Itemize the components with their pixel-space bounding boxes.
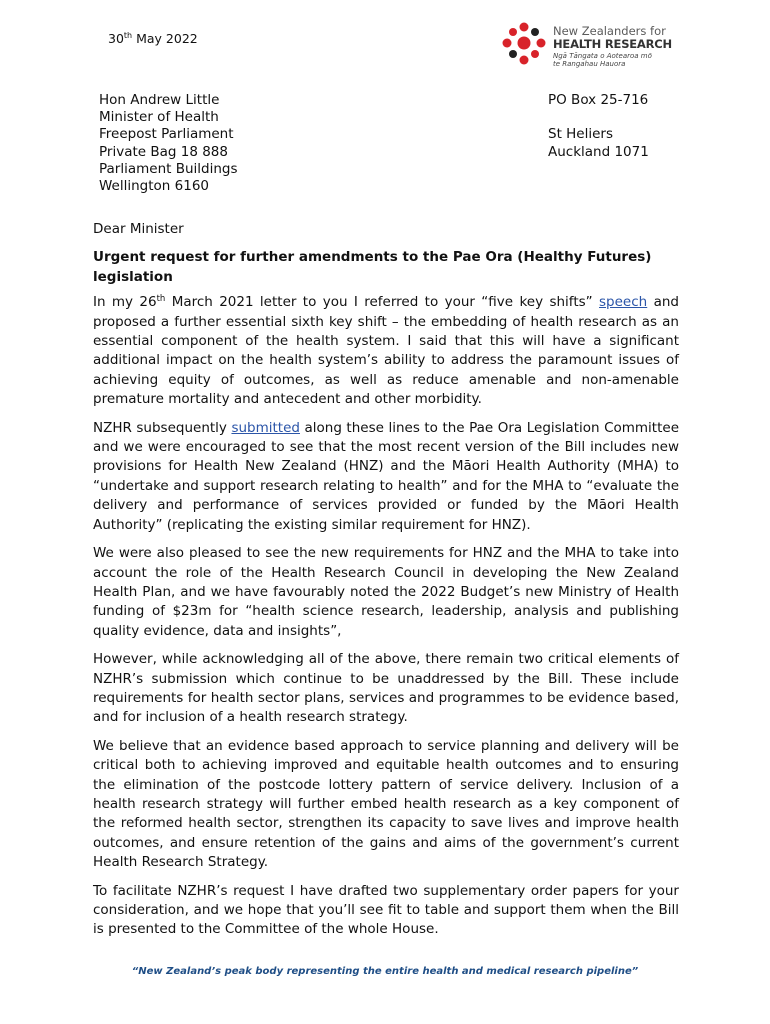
letter-date: [108, 31, 198, 46]
sender-line: St Heliers: [548, 126, 614, 143]
logo-line-2: HEALTH RESEARCH: [553, 37, 672, 51]
p2-text-b: along these lines to the Pae Ora Legislation Committee and we were encouraged to see that the most recent version of the Bill includes new provisions for Health New Zealand (HNZ) and the Māori Health Authority (MHA) to “undertake and support research relating to health” and for the MHA to “evaluate the delivery and performance of services provided or funded by the Māori Health Authority” (replicating the existing similar requirement for HNZ).: [93, 419, 680, 533]
paragraph-6: To facilitate NZHR’s request I have drafted two supplementary order papers for your consideration, and we hope that you’ll see fit to table and support them when the Bill is presented to the Committee of the whole House.: [93, 882, 679, 938]
sender-line: [548, 109, 649, 126]
nzhr-logo-icon: [500, 22, 548, 66]
logo-maori-text: [553, 52, 652, 68]
date-day: 30: [108, 31, 124, 46]
p1-text-c: and proposed a further essential sixth key shift – the embedding of health research as an essential component of the health system. I said that this will have a significant additional impact on the health system’s ability to address the paramount issues of achieving equity of outcomes, as well as reduce amenable and non-amenable premature mortality and antecedent and other morbidity.: [93, 294, 679, 408]
recipient-line: Hon Andrew Little: [99, 92, 220, 108]
recipient-line: Minister of Health: [99, 109, 219, 126]
logo-line-3: Ngā Tāngata o Aotearoa mō: [553, 52, 652, 60]
p1-text-b: March 2021 letter to you I referred to your “five key shifts”: [165, 294, 600, 311]
subject-heading: Urgent request for further amendments to the Pae Ora (Healthy Futures) legislation: [93, 249, 652, 285]
paragraph-5: We believe that an evidence based approach to service planning and delivery will be critical both to achieving improved and equitable health outcomes and to ensuring the elimination of the postcode lottery pattern of service delivery. Inclusion of a health research strategy will further embed health research as a key component of the reformed health sector, strengthen its capacity to save lives and improve health outcomes, and ensure retention of the gains and aims of the government’s current Health Research Strategy.: [93, 737, 679, 871]
recipient-line: Private Bag 18 888: [99, 143, 228, 160]
nzhr-logo: [500, 22, 670, 68]
sender-line: PO Box 25-716: [548, 92, 649, 108]
letter-body: [93, 220, 679, 949]
p1-text-a: In my 26: [93, 294, 157, 311]
paragraph-2: [93, 419, 679, 535]
date-ordinal: th: [123, 31, 133, 40]
sender-line: Auckland 1071: [548, 143, 649, 160]
p1-ordinal: th: [156, 294, 166, 305]
recipient-line: Wellington 6160: [99, 177, 209, 194]
date-rest: May 2022: [132, 31, 198, 46]
salutation: Dear Minister: [93, 221, 184, 237]
logo-line-1: New Zealanders for: [553, 24, 666, 38]
logo-line-4: te Rangahau Hauora: [553, 60, 626, 68]
speech-link[interactable]: speech: [599, 294, 648, 311]
paragraph-1: [93, 293, 679, 409]
recipient-address: [99, 92, 238, 195]
recipient-line: Freepost Parliament: [99, 126, 234, 143]
p2-text-a: NZHR subsequently: [93, 419, 232, 436]
submitted-link[interactable]: submitted: [231, 419, 300, 436]
recipient-line: Parliament Buildings: [99, 160, 238, 177]
footer-tagline: “New Zealand’s peak body representing the entire health and medical research pipeline”: [131, 966, 639, 977]
paragraph-4: However, while acknowledging all of the above, there remain two critical elements of NZHR’s submission which continue to be unaddressed by the Bill. These include requirements for health sector plans, services and programmes to be evidence based, and for inclusion of a health research strategy.: [93, 651, 679, 726]
paragraph-3: We were also pleased to see the new requirements for HNZ and the MHA to take into account the role of the Health Research Council in developing the New Zealand Health Plan, and we have favourably noted the 2022 Budget’s new Ministry of Health funding of $23m for “health science research, leadership, analysis and publishing quality evidence, data and insights”,: [93, 545, 679, 639]
sender-address: [548, 92, 649, 161]
